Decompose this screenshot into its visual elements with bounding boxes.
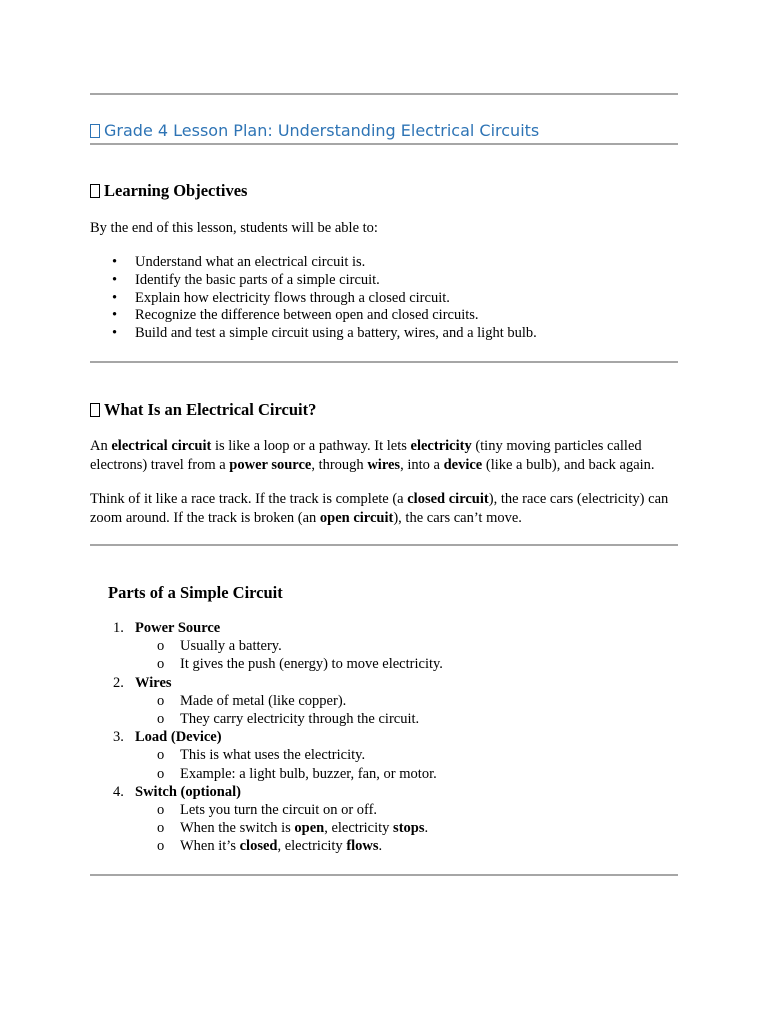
sub-list-item: o This is what uses the electricity. [157,747,366,764]
list-item: 3. Load (Device) o This is what uses the electricity. o Example: a light bulb, buzzer, fan, or motor. [90,728,443,783]
horizontal-rule [90,544,678,546]
objectives-heading: Learning Objectives [90,181,247,201]
page-title: Grade 4 Lesson Plan: Understanding Electrical Circuits [90,121,678,140]
list-item: • Explain how electricity flows through a closed circuit. [112,289,450,306]
what-is-heading: What Is an Electrical Circuit? [90,400,316,420]
objectives-list [90,254,537,343]
list-item: • Identify the basic parts of a simple circuit. [112,271,380,288]
list-item: • Understand what an electrical circuit is. [112,254,366,270]
horizontal-rule [90,361,678,363]
parts-heading: Parts of a Simple Circuit [108,583,283,602]
sub-list [135,746,443,782]
sub-list-item: o Usually a battery. [157,638,282,655]
sub-list-item: o When it’s closed, electricity flows. [157,838,383,855]
sub-list-item: o Made of metal (like copper). [157,692,347,709]
sub-list-item: o Lets you turn the circuit on or off. [157,802,378,819]
sub-list-item: o It gives the push (energy) to move electricity. [157,656,443,673]
sub-list-item: o When the switch is open, electricity stops. [157,820,429,837]
what-is-paragraph-1: An electrical circuit is like a loop or a pathway. It lets electricity (tiny moving particles called electrons) travel from a power source, through wires, into a device (like a bulb), and back again. [90,438,655,473]
list-item: • Build and test a simple circuit using a battery, wires, and a light bulb. [112,325,537,342]
sub-list-item: o Example: a light bulb, buzzer, fan, or motor. [157,765,437,782]
title-underline [90,143,678,145]
what-is-paragraph-2: Think of it like a race track. If the track is complete (a closed circuit), the race cars (electricity) can zoom around. If the track is broken (an open circuit), the cars can’t move. [90,491,669,526]
missing-glyph-icon [90,184,100,198]
objectives-intro: By the end of this lesson, students will be able to: [90,220,378,236]
missing-glyph-icon [90,403,100,417]
sub-list [135,801,443,856]
list-item: 4. Switch (optional) o Lets you turn the circuit on or off. o When the switch is open, electricity stops. o When it’s closed, electricity flows. [90,783,443,856]
sub-list-item: o They carry electricity through the circuit. [157,711,420,728]
horizontal-rule [90,93,678,95]
sub-list [135,692,443,728]
parts-list [90,619,443,856]
missing-glyph-icon [90,124,100,138]
list-item: 2. Wires o Made of metal (like copper). o They carry electricity through the circuit. [90,674,443,729]
list-item: 1. Power Source o Usually a battery. o It gives the push (energy) to move electricity. [113,620,443,673]
list-item: • Recognize the difference between open and closed circuits. [112,307,479,324]
horizontal-rule [90,874,678,876]
sub-list [135,637,443,673]
